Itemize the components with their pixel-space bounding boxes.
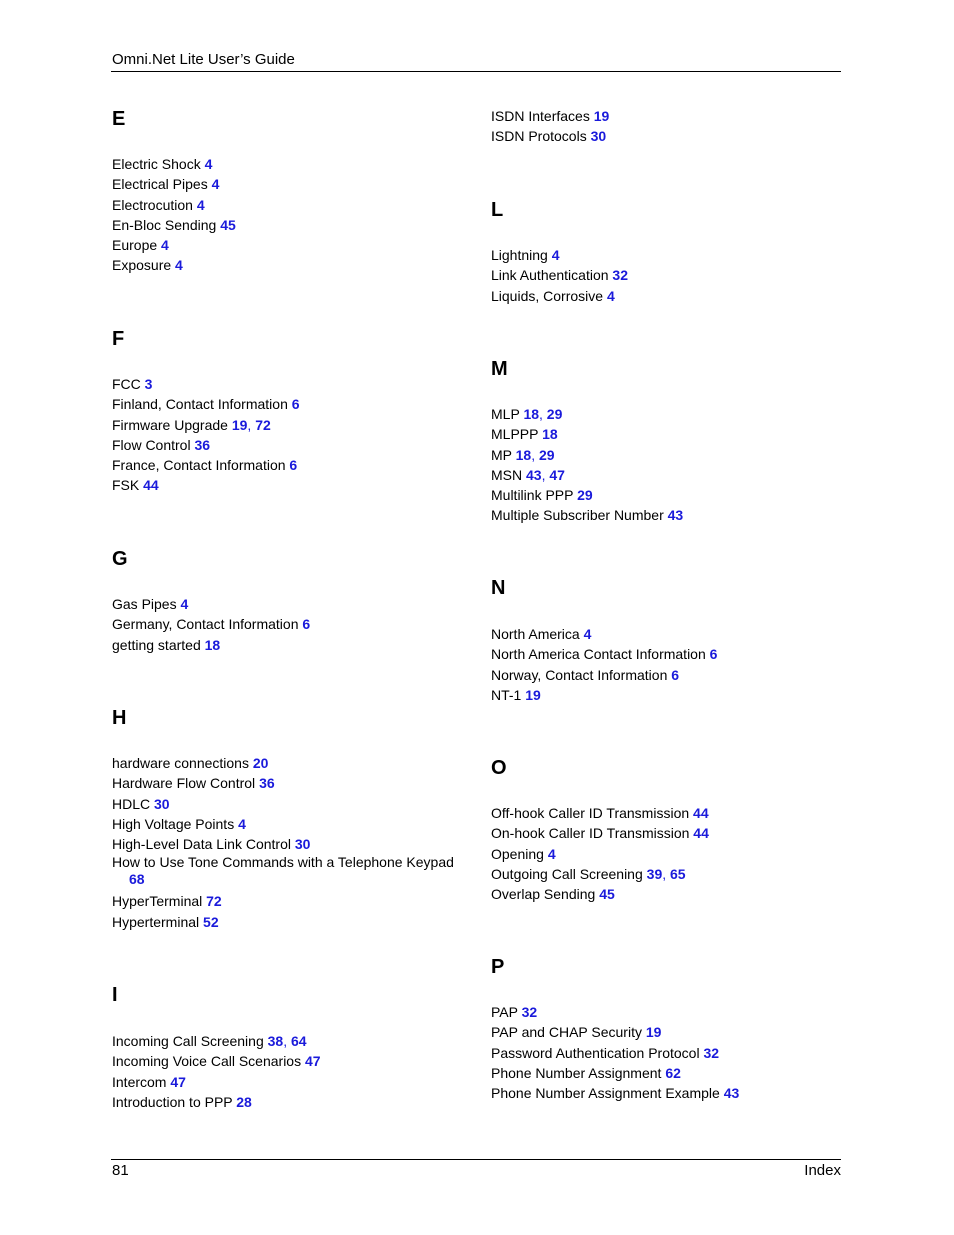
page-reference-link[interactable]: 4 <box>238 815 246 832</box>
page-reference-group <box>238 816 246 832</box>
page-reference-link[interactable]: 36 <box>259 775 275 792</box>
index-term: Outgoing Call Screening <box>491 865 643 882</box>
page-reference-group <box>194 437 210 453</box>
page-reference-link[interactable]: 4 <box>547 845 556 862</box>
page-reference-link[interactable]: 29 <box>539 446 555 463</box>
page-reference-link[interactable]: 47 <box>170 1073 186 1090</box>
index-entry <box>112 1072 457 1092</box>
index-term: Introduction to PPP <box>112 1093 233 1110</box>
index-term: hardware connections <box>112 755 249 771</box>
index-entry <box>491 884 836 904</box>
index-term: France, Contact Information <box>112 457 286 473</box>
index-term: Phone Number Assignment Example <box>491 1085 720 1101</box>
page-reference-group <box>607 288 615 304</box>
page-reference-link[interactable]: 19 <box>231 416 248 433</box>
index-term: Firmware Upgrade <box>112 416 228 433</box>
index-term: PAP and CHAP Security <box>491 1024 642 1041</box>
index-term: High Voltage Points <box>112 815 235 832</box>
index-entry <box>112 255 457 275</box>
index-entry-list <box>112 594 457 655</box>
page-reference-group <box>647 866 686 882</box>
index-entry <box>112 773 457 793</box>
page-reference-group <box>548 846 556 862</box>
index-entry <box>112 1051 457 1071</box>
index-entry <box>112 435 457 455</box>
page-reference-link[interactable]: 4 <box>175 257 183 274</box>
index-letter-heading: M <box>491 358 508 380</box>
page-reference-group <box>253 755 269 771</box>
index-term: Password Authentication Protocol <box>491 1044 700 1061</box>
page-reference-link[interactable]: 72 <box>255 416 271 433</box>
page-reference-link[interactable]: 52 <box>203 913 219 930</box>
index-term: Electrocution <box>112 196 193 213</box>
page-reference-link[interactable]: 4 <box>180 596 189 612</box>
index-entry-list <box>112 753 457 932</box>
page-reference-link[interactable]: 44 <box>143 477 159 494</box>
index-entry <box>112 635 457 655</box>
page-reference-group <box>542 426 558 442</box>
page-reference-link[interactable]: 30 <box>154 795 170 812</box>
page-reference-link[interactable]: 4 <box>583 626 592 642</box>
index-letter-heading: E <box>112 108 126 130</box>
page-reference-link[interactable]: 64 <box>291 1033 307 1049</box>
page-separator: , <box>531 446 539 463</box>
index-term: How to Use Tone Commands with a Telephone Keypad <box>112 854 454 871</box>
page-number: 81 <box>112 1162 129 1179</box>
index-term: Liquids, Corrosive <box>491 287 604 304</box>
page-reference-group <box>145 376 153 392</box>
page-reference-link[interactable]: 19 <box>525 686 541 703</box>
index-entry <box>491 1022 836 1042</box>
page-reference-group <box>305 1053 321 1069</box>
page-reference-link[interactable]: 39 <box>646 865 663 882</box>
page-reference-group <box>154 796 170 812</box>
index-entry <box>112 415 457 435</box>
page-reference-group <box>584 626 592 642</box>
index-entry <box>491 665 836 685</box>
page-reference-link[interactable]: 36 <box>194 436 211 453</box>
page-reference-link[interactable]: 20 <box>252 755 269 771</box>
index-entry-list <box>112 374 457 496</box>
page-reference-group <box>268 1033 307 1049</box>
page-reference-group <box>180 596 188 612</box>
index-term: Electric Shock <box>112 156 201 172</box>
page-reference-link[interactable]: 4 <box>211 176 220 193</box>
section-name: Index <box>804 1162 841 1179</box>
page-reference-group <box>552 247 560 263</box>
page-reference-link[interactable]: 72 <box>206 893 222 910</box>
index-entry <box>112 753 457 773</box>
page-separator: , <box>283 1033 291 1049</box>
page-reference-link[interactable]: 43 <box>723 1085 740 1101</box>
index-entry <box>112 614 457 634</box>
page-reference-link[interactable]: 18 <box>515 446 532 463</box>
page-reference-link[interactable]: 44 <box>693 825 709 842</box>
index-letter-heading: L <box>491 199 504 221</box>
index-entry <box>112 394 457 414</box>
index-term: HDLC <box>112 795 151 812</box>
page-reference-link[interactable]: 62 <box>665 1064 681 1081</box>
page-reference-link[interactable]: 4 <box>606 287 615 304</box>
index-letter-heading: P <box>491 956 505 978</box>
index-term: North America <box>491 626 580 642</box>
index-letter-heading: F <box>112 328 125 350</box>
index-entry <box>491 286 836 306</box>
index-term: En-Bloc Sending <box>112 216 217 233</box>
index-entry <box>491 685 836 705</box>
page-reference-group <box>710 646 718 662</box>
index-entry <box>112 794 457 814</box>
page-reference-link[interactable]: 6 <box>302 616 311 633</box>
page-reference-link[interactable]: 45 <box>220 216 236 233</box>
index-letter-heading: I <box>112 984 118 1006</box>
index-term: Norway, Contact Information <box>491 666 668 683</box>
page-reference-group <box>212 176 220 192</box>
index-entry <box>491 106 836 126</box>
index-term: Multilink PPP <box>491 487 574 503</box>
page-reference-link[interactable]: 29 <box>546 406 563 422</box>
index-term: Hardware Flow Control <box>112 775 256 792</box>
page-reference-link[interactable]: 18 <box>204 636 221 653</box>
index-term: ISDN Protocols <box>491 128 587 145</box>
page-reference-group <box>599 886 615 902</box>
page-reference-group <box>205 156 213 172</box>
page-reference-group <box>302 616 310 632</box>
page-reference-group <box>292 396 300 412</box>
page-reference-link[interactable]: 32 <box>612 267 628 284</box>
index-term: On-hook Caller ID Transmission <box>491 825 690 842</box>
index-term: Europe <box>112 237 158 253</box>
page-reference-group <box>523 406 562 422</box>
index-term: Finland, Contact Information <box>112 396 288 413</box>
index-letter-heading: N <box>491 577 506 599</box>
index-entry <box>491 844 836 864</box>
page-reference-group <box>668 507 684 523</box>
index-term: Incoming Call Screening <box>112 1033 264 1049</box>
index-entry <box>112 215 457 235</box>
page-reference-link[interactable]: 6 <box>291 396 300 413</box>
index-entry <box>491 1083 836 1103</box>
index-entry <box>112 195 457 215</box>
page-reference-group <box>170 1074 186 1090</box>
page-reference-group <box>646 1024 662 1040</box>
page-reference-group <box>594 108 610 124</box>
index-term: Exposure <box>112 257 172 274</box>
page-reference-link[interactable]: 28 <box>236 1093 252 1110</box>
page-reference-group <box>577 487 593 503</box>
page-reference-group <box>236 1094 252 1110</box>
index-term: PAP <box>491 1004 518 1020</box>
index-entry <box>112 834 457 854</box>
page-reference-link[interactable]: 32 <box>521 1004 538 1020</box>
index-term: MSN <box>491 466 523 483</box>
page-reference-link[interactable]: 19 <box>593 108 610 124</box>
index-term: MP <box>491 446 512 463</box>
index-entry <box>491 404 836 424</box>
page-reference-group <box>206 893 222 909</box>
footer-divider <box>111 1159 841 1160</box>
index-entry <box>112 374 457 394</box>
index-entry <box>491 624 836 644</box>
page-reference-link[interactable]: 32 <box>703 1044 720 1061</box>
index-entry-list <box>491 1002 836 1103</box>
page-reference-link[interactable]: 6 <box>289 457 298 473</box>
index-term: MLP <box>491 406 520 422</box>
index-entry <box>491 505 836 525</box>
page-reference-link[interactable]: 6 <box>709 646 718 663</box>
index-term: High-Level Data Link Control <box>112 836 291 852</box>
page-separator: , <box>539 406 547 422</box>
index-entry <box>491 245 836 265</box>
page-reference-group <box>671 667 679 683</box>
page-reference-group <box>161 237 169 253</box>
page-reference-link[interactable]: 4 <box>551 247 560 263</box>
page-reference-link[interactable]: 38 <box>267 1033 284 1049</box>
index-entry <box>491 1063 836 1083</box>
index-entry <box>112 235 457 255</box>
page-separator: , <box>247 416 256 433</box>
index-entry-list <box>112 154 457 276</box>
index-term: ISDN Interfaces <box>491 108 590 124</box>
page-reference-group <box>525 687 541 703</box>
page-reference-group <box>522 1004 538 1020</box>
index-term: Gas Pipes <box>112 596 177 612</box>
index-term: FCC <box>112 376 141 392</box>
index-entry <box>112 891 457 911</box>
index-term: Flow Control <box>112 436 191 453</box>
index-entry <box>491 265 836 285</box>
index-term: MLPPP <box>491 426 539 443</box>
page-reference-group <box>526 467 565 483</box>
page-reference-group <box>259 775 275 791</box>
page-reference-group <box>516 447 555 463</box>
page-reference-group <box>205 637 221 653</box>
page-reference-link[interactable]: 6 <box>671 666 680 683</box>
page-reference-group <box>693 825 709 841</box>
page-reference-link[interactable]: 45 <box>599 886 615 902</box>
page-reference-group <box>703 1045 719 1061</box>
header-divider <box>111 71 841 72</box>
index-entry-list <box>491 106 836 147</box>
page-reference-group <box>724 1085 740 1101</box>
index-term: Incoming Voice Call Scenarios <box>112 1053 302 1070</box>
index-entry <box>491 1002 836 1022</box>
page-reference-group <box>665 1065 681 1081</box>
page-reference-group <box>220 217 236 233</box>
page-reference-link[interactable]: 47 <box>549 466 565 483</box>
index-term: North America Contact Information <box>491 646 706 663</box>
index-entry <box>491 1043 836 1063</box>
index-entry <box>491 823 836 843</box>
index-term: NT-1 <box>491 686 522 703</box>
page-reference-group <box>232 417 271 433</box>
index-entry <box>112 912 457 932</box>
index-entry <box>491 424 836 444</box>
page-reference-group <box>143 477 159 493</box>
page-reference-link[interactable]: 18 <box>542 426 558 443</box>
index-entry <box>112 814 457 834</box>
page-reference-link[interactable]: 65 <box>670 865 686 882</box>
index-letter-heading: G <box>112 548 128 570</box>
index-entry-list <box>491 245 836 306</box>
index-entry <box>112 1031 457 1051</box>
index-entry <box>491 465 836 485</box>
page-separator: , <box>541 466 550 483</box>
page-reference-link[interactable]: 30 <box>294 836 311 852</box>
page-reference-link[interactable]: 43 <box>526 466 542 483</box>
index-entry <box>491 644 836 664</box>
page-reference-link[interactable]: 4 <box>204 156 213 172</box>
index-term: getting started <box>112 636 201 653</box>
index-term: Hyperterminal <box>112 913 200 930</box>
index-entry <box>112 174 457 194</box>
index-term: Electrical Pipes <box>112 176 208 193</box>
index-letter-heading: H <box>112 707 127 729</box>
index-entry <box>112 854 457 888</box>
index-entry-list <box>491 803 836 904</box>
page-reference-group <box>693 805 709 821</box>
index-entry-list <box>491 404 836 526</box>
page-reference-group <box>112 871 457 888</box>
index-term: Intercom <box>112 1073 167 1090</box>
index-term: Opening <box>491 845 544 862</box>
index-term: Phone Number Assignment <box>491 1064 662 1081</box>
page-reference-link[interactable]: 47 <box>305 1053 321 1070</box>
page-reference-link[interactable]: 4 <box>161 237 169 253</box>
index-term: FSK <box>112 477 140 494</box>
page-reference-link[interactable]: 18 <box>523 406 540 422</box>
index-term: Off-hook Caller ID Transmission <box>491 805 690 821</box>
index-term: Lightning <box>491 247 548 263</box>
index-entry-list <box>112 1031 457 1112</box>
index-term: HyperTerminal <box>112 893 203 910</box>
index-term: Multiple Subscriber Number <box>491 507 664 524</box>
index-entry <box>491 485 836 505</box>
index-entry <box>491 445 836 465</box>
page-reference-link[interactable]: 29 <box>577 487 593 503</box>
index-entry-list <box>491 624 836 705</box>
page-separator: , <box>662 865 671 882</box>
index-entry <box>112 594 457 614</box>
index-entry <box>112 475 457 495</box>
index-entry <box>112 154 457 174</box>
page-reference-link[interactable]: 4 <box>196 196 205 213</box>
index-entry <box>112 1092 457 1112</box>
page-reference-group <box>289 457 297 473</box>
page-reference-link[interactable]: 19 <box>645 1024 662 1041</box>
index-letter-heading: O <box>491 757 507 779</box>
index-term: Overlap Sending <box>491 886 596 902</box>
page-reference-link[interactable]: 44 <box>693 805 709 821</box>
page-reference-group <box>175 257 183 273</box>
page-reference-link[interactable]: 30 <box>590 128 607 145</box>
page-reference-link[interactable]: 43 <box>667 507 684 524</box>
document-title: Omni.Net Lite User’s Guide <box>112 51 295 68</box>
page-reference-group <box>203 914 219 930</box>
index-entry <box>491 864 836 884</box>
index-term: Germany, Contact Information <box>112 616 299 633</box>
page-reference-group <box>591 128 607 144</box>
index-entry <box>491 803 836 823</box>
index-entry <box>112 455 457 475</box>
page-reference-link[interactable]: 3 <box>144 376 153 392</box>
page-reference-group <box>612 267 628 283</box>
index-entry <box>491 126 836 146</box>
page-reference-group <box>295 836 311 852</box>
page-reference-group <box>197 197 205 213</box>
index-term: Link Authentication <box>491 267 609 284</box>
page-reference-link[interactable]: 68 <box>129 871 145 888</box>
